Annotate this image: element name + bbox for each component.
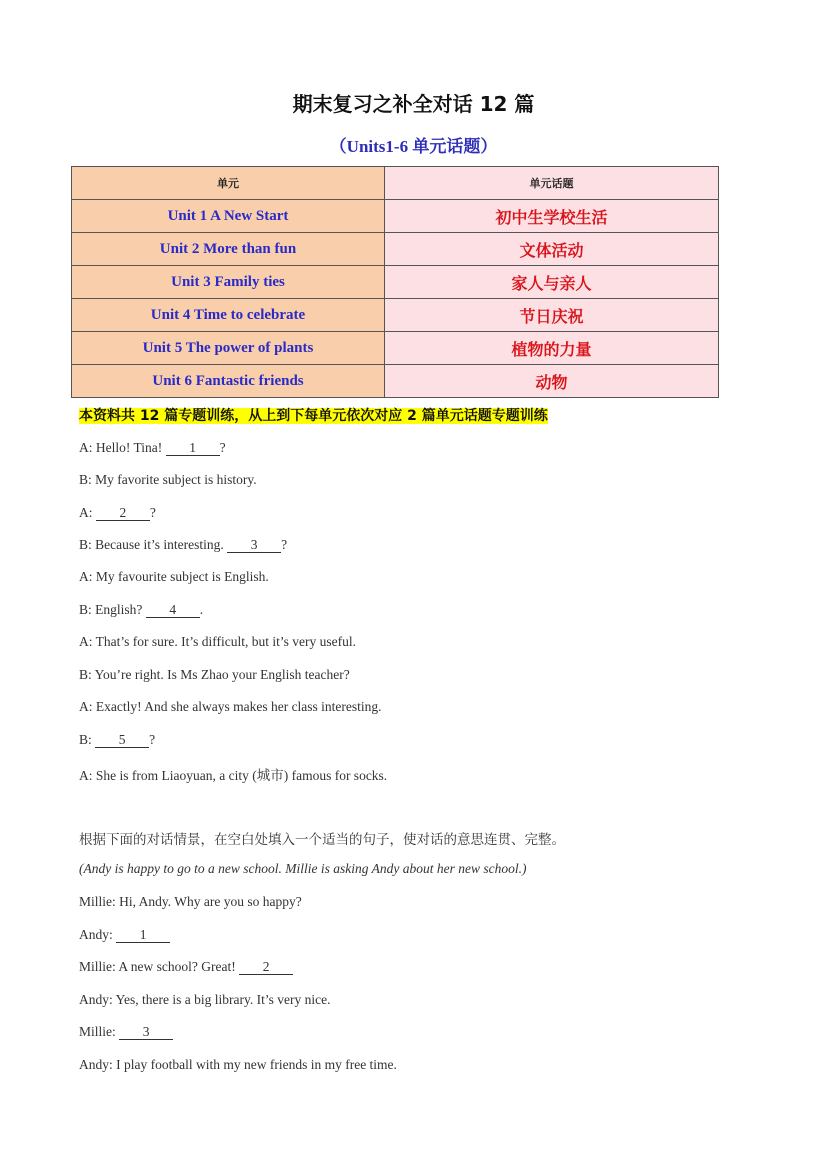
column-header-unit: 单元: [72, 167, 385, 200]
topic-cell: 动物: [385, 365, 719, 398]
column-header-topic: 单元话题: [385, 167, 719, 200]
answer-blank[interactable]: 3: [119, 1025, 173, 1040]
highlighted-note: [79, 405, 548, 425]
topic-cell: 节日庆祝: [385, 299, 719, 332]
situation-text: (Andy is happy to go to a new school. Millie is asking Andy about her new school.): [79, 861, 527, 876]
unit-cell: Unit 6 Fantastic friends: [72, 365, 385, 398]
dialogue-line: [79, 505, 156, 521]
table-row: [72, 200, 719, 233]
dialogue-line: [79, 959, 293, 975]
dialogue-line: [79, 699, 382, 715]
line-text: Andy:: [79, 927, 117, 942]
dialogue-line: [79, 927, 170, 943]
table-header-row: [72, 167, 719, 200]
line-suffix: ?: [149, 505, 156, 520]
table-row: [72, 299, 719, 332]
line-text: Millie:: [79, 1024, 120, 1039]
topic-cell: 文体活动: [385, 233, 719, 266]
dialogue-line: [79, 732, 155, 748]
dialogue-line: [79, 472, 257, 488]
unit-cell: Unit 4 Time to celebrate: [72, 299, 385, 332]
line-text: B: My favorite subject is history.: [79, 472, 257, 487]
unit-cell: Unit 1 A New Start: [72, 200, 385, 233]
answer-blank[interactable]: 2: [96, 506, 150, 521]
answer-blank[interactable]: 1: [166, 441, 220, 456]
dialogue-line: [79, 1057, 397, 1073]
line-text: B: Because it’s interesting.: [79, 537, 228, 552]
unit-cell: Unit 3 Family ties: [72, 266, 385, 299]
note-text: 本资料共 12 篇专题训练，从上到下每单元依次对应 2 篇单元话题专题训练: [79, 408, 548, 424]
line-text: B: English?: [79, 602, 146, 617]
instruction-text: 根据下面的对话情景，在空白处填入一个适当的句子，使对话的意思连贯、完整。: [79, 832, 565, 848]
dialogue-line: [79, 537, 287, 553]
topic-cell: 植物的力量: [385, 332, 719, 365]
topic-cell: 家人与亲人: [385, 266, 719, 299]
line-suffix: ?: [149, 732, 156, 747]
line-text: A: That’s for sure. It’s difficult, but it’s very useful.: [79, 634, 356, 649]
dialogue-line: [79, 894, 302, 910]
line-text: Millie: Hi, Andy. Why are you so happy?: [79, 894, 302, 909]
dialogue-line: [79, 992, 330, 1008]
topic-cell: 初中生学校生活: [385, 200, 719, 233]
dialogue-line: [79, 634, 356, 650]
line-text: A: Exactly! And she always makes her class interesting.: [79, 699, 382, 714]
page-title: 期末复习之补全对话 12 篇: [292, 92, 535, 116]
line-suffix: .: [199, 602, 204, 617]
answer-blank[interactable]: 2: [239, 960, 293, 975]
table-row: [72, 332, 719, 365]
line-text: A: My favourite subject is English.: [79, 569, 269, 584]
table-row: [72, 365, 719, 398]
line-suffix: ?: [281, 537, 288, 552]
answer-blank[interactable]: 3: [227, 538, 281, 553]
dialogue-line: [79, 764, 387, 784]
answer-blank[interactable]: 4: [146, 603, 200, 618]
line-suffix: ?: [219, 440, 226, 455]
answer-blank[interactable]: 1: [116, 928, 170, 943]
line-text: B:: [79, 732, 96, 747]
dialogue-line: [79, 440, 226, 456]
table-row: [72, 233, 719, 266]
page-subtitle: （Units1-6 单元话题）: [329, 137, 498, 156]
table-row: [72, 266, 719, 299]
line-text: B: You’re right. Is Ms Zhao your English teacher?: [79, 667, 350, 682]
dialogue-line: [79, 667, 350, 683]
unit-topic-table: [71, 166, 719, 398]
unit-cell: Unit 2 More than fun: [72, 233, 385, 266]
dialogue-line: [79, 569, 269, 585]
dialogue-line: [79, 1024, 173, 1040]
unit-cell: Unit 5 The power of plants: [72, 332, 385, 365]
dialogue-line: [79, 602, 203, 618]
line-text: A: She is from Liaoyuan, a city (城市) famous for socks.: [79, 768, 388, 783]
line-text: Andy: Yes, there is a big library. It’s very nice.: [79, 992, 331, 1007]
answer-blank[interactable]: 5: [95, 733, 149, 748]
line-text: Millie: A new school? Great!: [79, 959, 240, 974]
line-text: A: Hello! Tina!: [79, 440, 166, 455]
line-text: Andy: I play football with my new friends in my free time.: [79, 1057, 397, 1072]
line-text: A:: [79, 505, 96, 520]
